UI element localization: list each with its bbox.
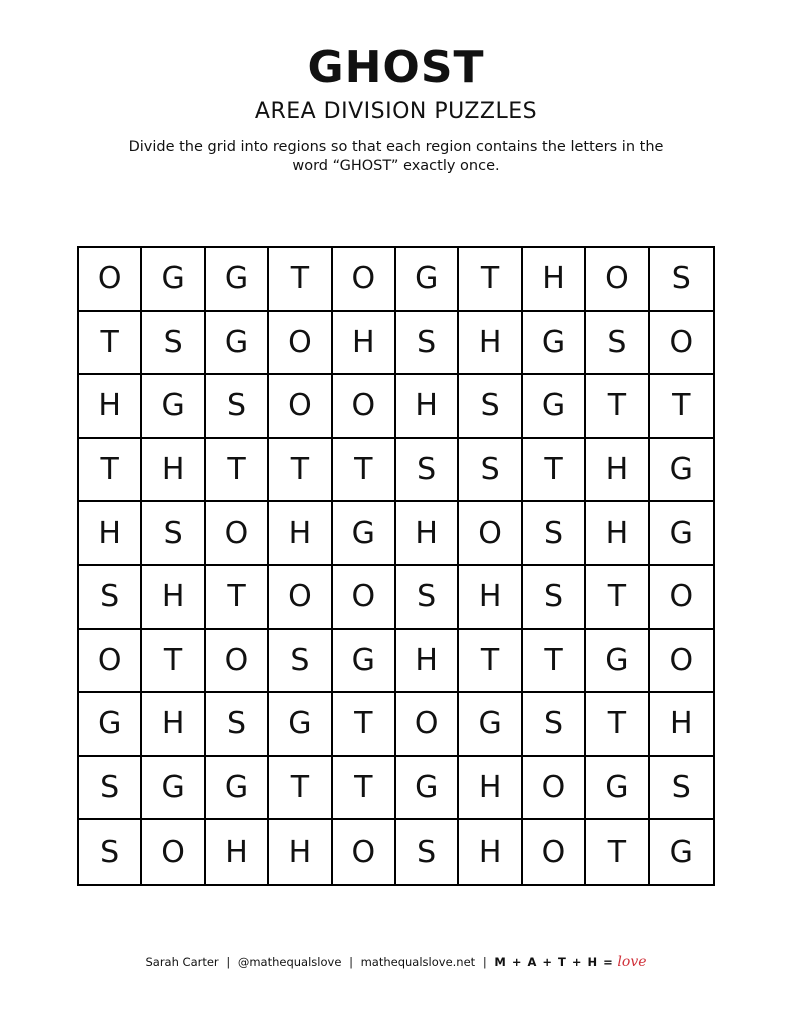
grid-cell[interactable]: T: [142, 630, 205, 694]
grid-cell[interactable]: G: [206, 312, 269, 376]
grid-cell[interactable]: G: [669, 834, 693, 870]
grid-cell[interactable]: S: [206, 375, 269, 439]
grid-cell[interactable]: H: [142, 566, 205, 630]
grid-cell[interactable]: T: [459, 248, 522, 312]
grid-cell[interactable]: O: [269, 375, 332, 439]
grid-cell[interactable]: G: [142, 757, 205, 821]
grid-cell[interactable]: H: [333, 312, 396, 376]
grid-cell[interactable]: H: [269, 502, 332, 566]
grid-cell[interactable]: S: [79, 757, 142, 821]
grid-cell[interactable]: S: [650, 248, 713, 312]
grid-cell[interactable]: O: [523, 757, 586, 821]
grid-cell[interactable]: H: [459, 757, 522, 821]
page-subtitle: AREA DIVISION PUZZLES: [254, 99, 538, 124]
grid-cell[interactable]: O: [206, 630, 269, 694]
grid-cell[interactable]: S: [586, 312, 649, 376]
grid-cell[interactable]: O: [396, 693, 459, 757]
grid-cell[interactable]: T: [333, 439, 396, 503]
grid-cell[interactable]: S: [523, 502, 586, 566]
footer-separator: |: [349, 955, 353, 969]
grid-cell[interactable]: S: [396, 566, 459, 630]
grid-cell[interactable]: O: [142, 820, 205, 884]
grid-cell[interactable]: O: [333, 566, 396, 630]
footer: [0, 954, 792, 970]
grid-cell[interactable]: T: [523, 630, 586, 694]
puzzle-grid: [77, 246, 715, 886]
grid-cell[interactable]: O: [459, 502, 522, 566]
grid-cell[interactable]: H: [459, 820, 522, 884]
grid-cell[interactable]: O: [650, 630, 713, 694]
footer-separator: |: [226, 955, 231, 969]
grid-cell[interactable]: G: [459, 693, 522, 757]
grid-cell[interactable]: G: [206, 757, 269, 821]
grid-cell[interactable]: G: [142, 375, 205, 439]
grid-cell[interactable]: S: [396, 312, 459, 376]
grid-cell[interactable]: O: [79, 248, 142, 312]
grid-cell[interactable]: H: [396, 630, 459, 694]
grid-cell[interactable]: T: [586, 566, 649, 630]
footer-author: Sarah Carter: [145, 955, 219, 969]
grid-cell[interactable]: O: [523, 820, 586, 884]
grid-cell[interactable]: T: [206, 566, 269, 630]
grid-cell[interactable]: T: [79, 312, 142, 376]
grid-cell[interactable]: H: [206, 820, 269, 884]
grid-cell[interactable]: H: [396, 375, 459, 439]
grid-cell[interactable]: H: [586, 502, 649, 566]
grid-cell[interactable]: G: [333, 630, 396, 694]
grid-cell[interactable]: G: [586, 630, 649, 694]
grid-cell[interactable]: S: [79, 820, 142, 884]
grid-cell[interactable]: O: [333, 248, 396, 312]
grid-cell[interactable]: S: [459, 439, 522, 503]
grid-cell[interactable]: G: [650, 439, 713, 503]
grid-cell[interactable]: S: [396, 439, 459, 503]
footer-website: mathequalslove.net: [360, 955, 476, 969]
grid-cell[interactable]: S: [523, 566, 586, 630]
grid-cell[interactable]: S: [523, 693, 586, 757]
grid-cell[interactable]: T: [269, 248, 332, 312]
grid-cell[interactable]: O: [333, 820, 396, 884]
grid-cell[interactable]: T: [269, 757, 332, 821]
grid-cell[interactable]: G: [523, 375, 586, 439]
grid-cell[interactable]: H: [269, 820, 332, 884]
grid-cell[interactable]: H: [650, 693, 713, 757]
grid-cell[interactable]: S: [79, 566, 142, 630]
instructions-text: Divide the grid into regions so that each region contains the letters in the word “GHOST” exactly once.: [128, 139, 664, 174]
grid-cell[interactable]: T: [459, 630, 522, 694]
grid-cell[interactable]: S: [396, 820, 459, 884]
footer-handle: @mathequalslove: [237, 955, 342, 969]
grid-cell[interactable]: H: [79, 375, 142, 439]
grid-cell[interactable]: T: [333, 757, 396, 821]
grid-cell[interactable]: H: [586, 439, 649, 503]
footer-brand-logo: M + A + T + H =: [494, 955, 614, 969]
grid-cell[interactable]: H: [142, 439, 205, 503]
grid-cell[interactable]: O: [269, 566, 332, 630]
grid-cell[interactable]: O: [333, 375, 396, 439]
grid-cell[interactable]: T: [333, 693, 396, 757]
grid-cell[interactable]: G: [206, 248, 269, 312]
grid-cell[interactable]: S: [142, 312, 205, 376]
grid-cell[interactable]: S: [206, 693, 269, 757]
grid-cell[interactable]: O: [79, 630, 142, 694]
grid-cell[interactable]: G: [142, 248, 205, 312]
grid-cell[interactable]: G: [79, 693, 142, 757]
page-title: GHOST: [307, 42, 485, 93]
grid-cell[interactable]: T: [523, 439, 586, 503]
grid-cell[interactable]: T: [586, 375, 649, 439]
footer-separator: |: [482, 955, 487, 969]
grid-cell[interactable]: T: [586, 693, 649, 757]
grid-cell[interactable]: O: [206, 502, 269, 566]
grid-cell[interactable]: S: [650, 757, 713, 821]
grid-cell[interactable]: G: [523, 312, 586, 376]
grid-cell[interactable]: O: [650, 312, 713, 376]
grid-cell[interactable]: T: [269, 439, 332, 503]
grid-cell[interactable]: G: [586, 757, 649, 821]
grid-cell[interactable]: T: [79, 439, 142, 503]
grid-cell[interactable]: H: [459, 566, 522, 630]
grid-cell[interactable]: H: [79, 502, 142, 566]
grid-cell[interactable]: O: [269, 312, 332, 376]
grid-cell[interactable]: T: [206, 439, 269, 503]
footer-brand-love: love: [617, 954, 647, 970]
grid-cell[interactable]: H: [396, 502, 459, 566]
grid-cell[interactable]: S: [459, 375, 522, 439]
grid-cell[interactable]: G: [333, 502, 396, 566]
grid-cell[interactable]: H: [142, 693, 205, 757]
grid-cell[interactable]: G: [396, 757, 459, 821]
grid-cell[interactable]: G: [269, 693, 332, 757]
grid-cell[interactable]: O: [650, 566, 713, 630]
grid-cell[interactable]: H: [459, 312, 522, 376]
grid-cell[interactable]: T: [586, 820, 649, 884]
grid-cell[interactable]: S: [269, 630, 332, 694]
grid-cell[interactable]: S: [142, 502, 205, 566]
grid-cell[interactable]: H: [523, 248, 586, 312]
grid-cell[interactable]: O: [586, 248, 649, 312]
grid-cell[interactable]: T: [650, 375, 713, 439]
grid-cell[interactable]: G: [396, 248, 459, 312]
grid-cell[interactable]: G: [650, 502, 713, 566]
